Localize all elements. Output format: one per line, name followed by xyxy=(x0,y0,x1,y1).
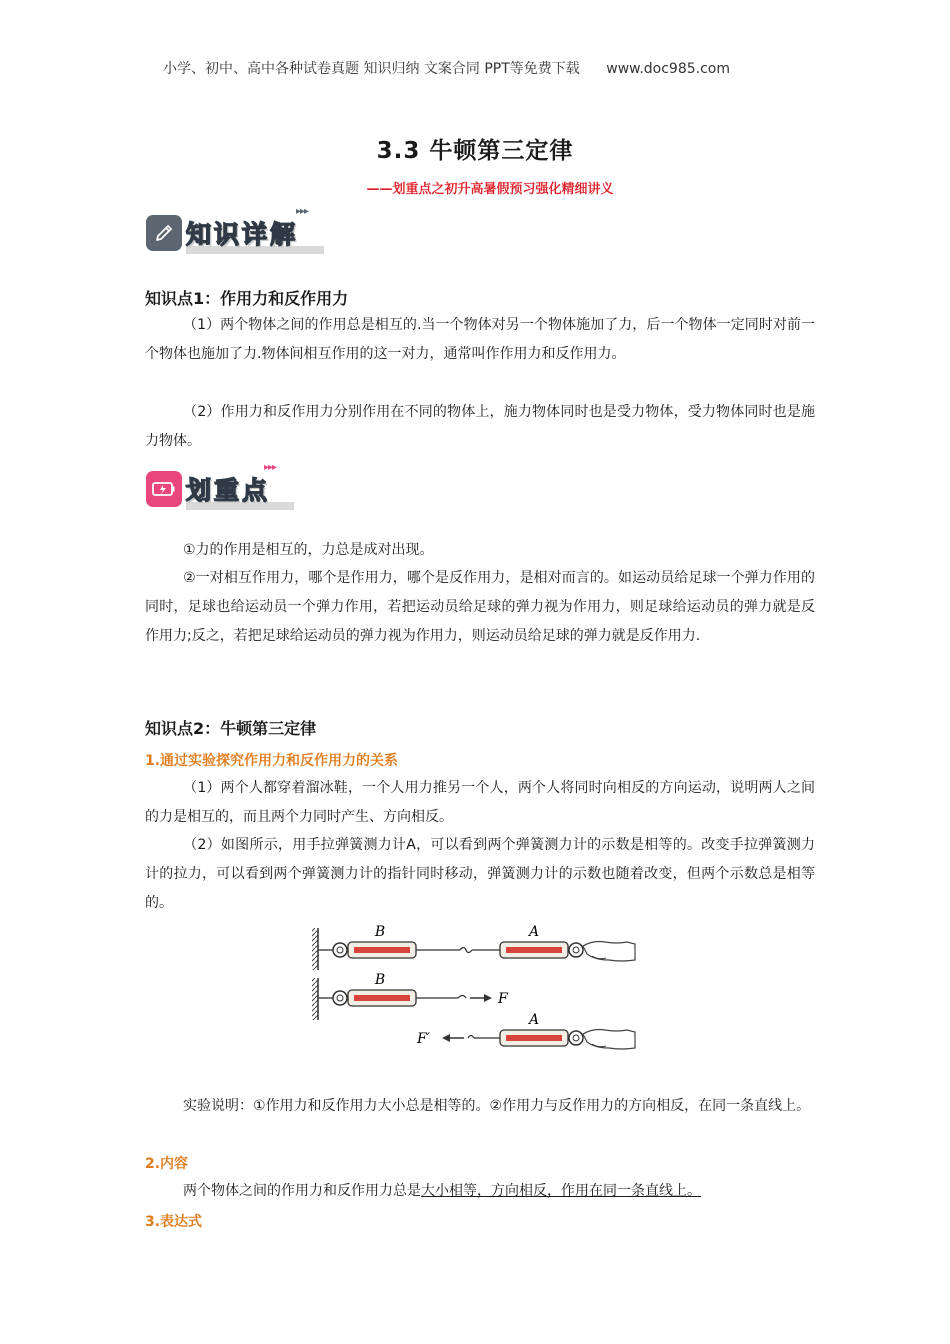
header-links: 小学、初中、高中各种试卷真题 知识归纳 文案合同 PPT等免费下载 xyxy=(163,61,580,77)
hand-icon xyxy=(583,942,635,962)
section1-paragraph-2: （2）作用力和反作用力分别作用在不同的物体上，施力物体同时也是受力物体，受力物体同时也是施力物体。 xyxy=(145,404,815,449)
law-content-underlined: 大小相等，方向相反，作用在同一条直线上。 xyxy=(421,1183,701,1199)
label-b-middle: B xyxy=(374,972,386,988)
force-f-prime-arrow xyxy=(442,1034,474,1042)
knowledge-badge xyxy=(146,206,324,254)
page-title: 3.3 牛顿第三定律 xyxy=(376,138,574,164)
section1-paragraph-1: （1）两个物体之间的作用总是相互的.当一个物体对另一个物体施加了力，后一个物体一定同时对前一个物体也施加了力.物体间相互作用的这一对力，通常叫作作用力和反作用力。 xyxy=(145,317,815,362)
wall-top xyxy=(312,928,318,970)
spring-scale-b-middle xyxy=(318,990,466,1006)
header-site-link[interactable]: www.doc985.com xyxy=(606,61,730,77)
battery-icon xyxy=(146,471,182,507)
label-b-top: B xyxy=(374,924,386,940)
page-header xyxy=(163,58,730,78)
spring-scale-figure xyxy=(310,918,640,1083)
section2-heading: 知识点2：牛顿第三定律 xyxy=(145,719,317,738)
label-f-prime: F′ xyxy=(417,1031,430,1047)
label-a-top: A xyxy=(528,924,540,940)
section1-heading: 知识点1：作用力和反作用力 xyxy=(145,289,349,308)
arrows-icon: ▸▸▸ xyxy=(264,462,277,473)
hand-icon xyxy=(583,1030,635,1050)
pencil-icon xyxy=(146,215,182,251)
spring-scale-b-top xyxy=(318,942,460,958)
section2-subheading-1: 1.通过实验探究作用力和反作用力的关系 xyxy=(145,753,399,769)
wall-middle xyxy=(312,978,318,1020)
law-content: 两个物体之间的作用力和反作用力总是大小相等，方向相反，作用在同一条直线上。 xyxy=(183,1183,701,1199)
section2-paragraph-2: （2）如图所示，用手拉弹簧测力计A，可以看到两个弹簧测力计的示数是相等的。改变手拉弹簧测力计的拉力，可以看到两个弹簧测力计的指针同时移动，弹簧测力计的示数也随着改变，但两个示数总是相等的。 xyxy=(145,837,815,911)
label-f: F xyxy=(498,991,508,1007)
knowledge-badge-label: 知识详解 xyxy=(186,220,299,249)
force-f-arrow xyxy=(470,994,492,1002)
key-points-badge xyxy=(146,462,294,510)
section2-subheading-3: 3.表达式 xyxy=(145,1214,203,1230)
section2-subheading-2: 2.内容 xyxy=(145,1156,189,1172)
page-subtitle: ——划重点之初升高暑假预习强化精细讲义 xyxy=(366,182,614,197)
arrows-icon: ▸▸▸ xyxy=(296,206,309,217)
experiment-note: 实验说明：①作用力和反作用力大小总是相等的。②作用力与反作用力的方向相反，在同一条直线上。 xyxy=(183,1098,811,1114)
key-points-badge-label: 划重点 xyxy=(186,476,271,505)
label-a-bottom: A xyxy=(528,1012,540,1028)
spring-scale-a-bottom xyxy=(474,1030,583,1046)
section2-paragraph-1: （1）两个人都穿着溜冰鞋，一个人用力推另一个人，两个人将同时向相反的方向运动，说明两人之间的力是相互的，而且两个力同时产生、方向相反。 xyxy=(145,780,815,825)
spring-scale-a-top xyxy=(472,942,583,958)
key-point-2: ②一对相互作用力，哪个是作用力，哪个是反作用力，是相对而言的。如运动员给足球一个弹力作用的同时，足球也给运动员一个弹力作用，若把运动员给足球的弹力视为作用力，则足球给运动员的弹力就是反作用力;反之，若把足球给运动员的弹力视为作用力，则运动员给足球的弹力就是反作用力. xyxy=(145,570,815,644)
key-point-1: ①力的作用是相互的，力总是成对出现。 xyxy=(183,542,434,558)
